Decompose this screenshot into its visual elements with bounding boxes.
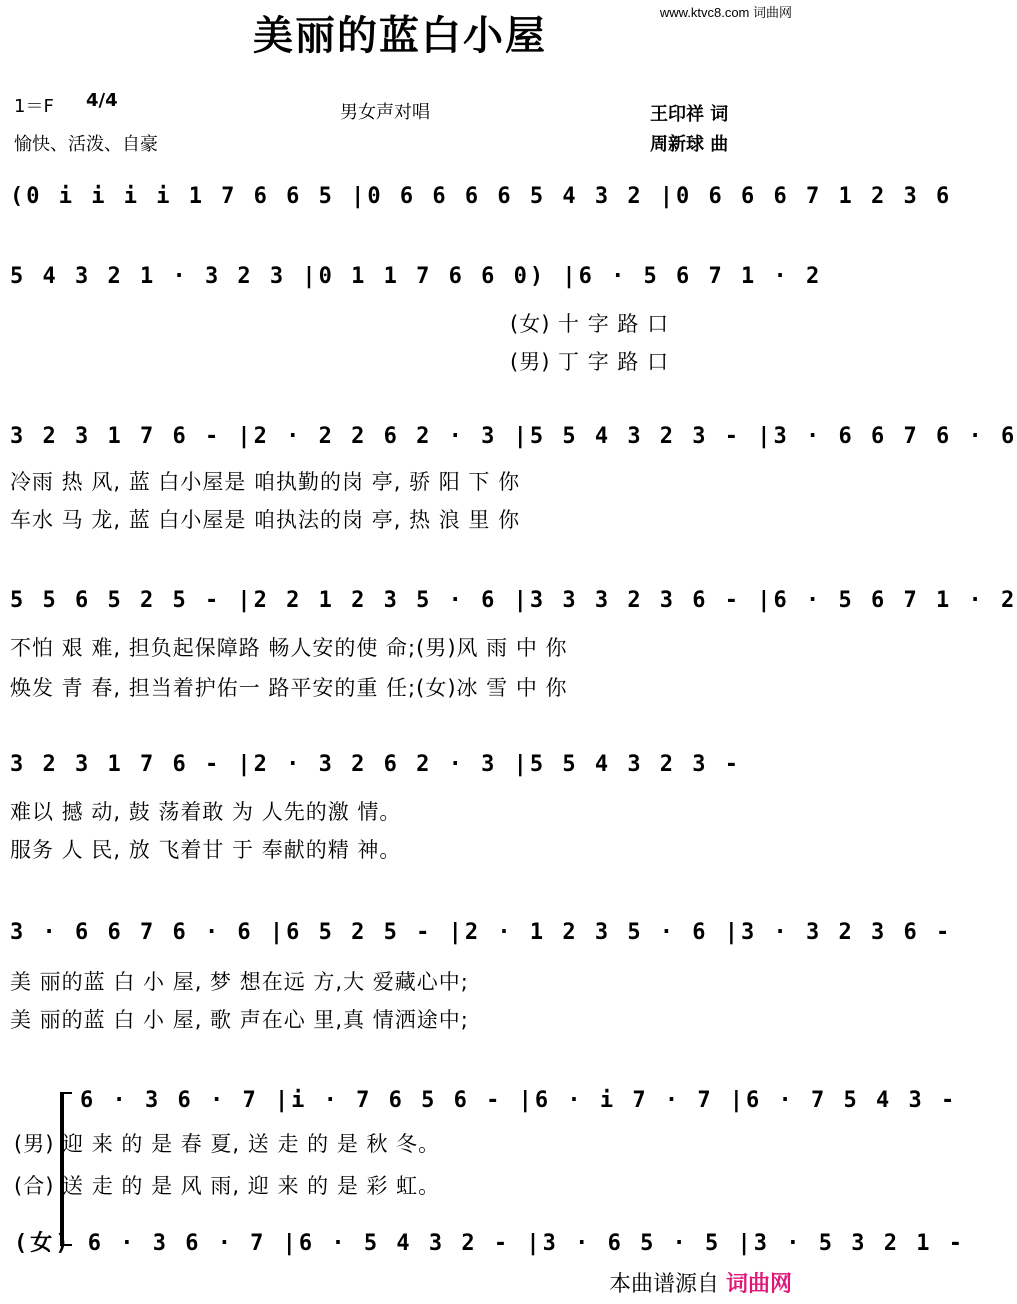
- notation-line: 5 4 3 2 1 · 3 2 3 |0 1 1 7 6 6 0) |6 · 5 6 7 1 · 2: [10, 264, 823, 289]
- source-credit: [609, 1267, 792, 1298]
- notation-line: 3 2 3 1 7 6 - |2 · 3 2 6 2 · 3 |5 5 4 3 2 3 -: [10, 752, 742, 777]
- lyric-line: 车水 马 龙, 蓝 白小屋是 咱执法的岗 亭, 热 浪 里 你: [10, 508, 521, 532]
- lyric-line: 美 丽的蓝 白 小 屋, 歌 声在心 里,真 情洒途中;: [10, 1008, 469, 1032]
- notation-line: (0 i i i i 1 7 6 6 5 |0 6 6 6 6 5 4 3 2 |0 6 6 6 7 1 2 3 6: [10, 184, 953, 209]
- lyricist-credit: 王印祥 词: [650, 104, 729, 125]
- lyric-line: 不怕 艰 难, 担负起保障路 畅人安的使 命;(男)风 雨 中 你: [10, 636, 568, 660]
- lyric-line: (男) 丁 字 路 口: [510, 350, 670, 374]
- source-prefix: 本曲谱源自: [608, 1272, 719, 1297]
- notation-line: (女) 6 · 3 6 · 7 |6 · 5 4 3 2 - |3 · 6 5 · 5 |3 · 5 3 2 1 -: [14, 1231, 965, 1256]
- notation-line: 3 · 6 6 7 6 · 6 |6 5 2 5 - |2 · 1 2 3 5 · 6 |3 · 3 2 3 6 -: [10, 920, 953, 945]
- composer-credit: 周新球 曲: [650, 134, 729, 155]
- notation-line: 5 5 6 5 2 5 - |2 2 1 2 3 5 · 6 |3 3 3 2 3 6 - |6 · 5 6 7 1 · 2: [10, 588, 1017, 613]
- lyric-line: (女) 十 字 路 口: [510, 312, 670, 336]
- page-title: 美丽的蓝白小屋: [253, 13, 547, 59]
- time-signature: 4/4: [86, 90, 118, 111]
- key-signature: 1＝F: [14, 96, 54, 117]
- lyric-line: (男) 迎 来 的 是 春 夏, 送 走 的 是 秋 冬。: [14, 1132, 441, 1156]
- lyric-line: (合) 送 走 的 是 风 雨, 迎 来 的 是 彩 虹。: [14, 1174, 441, 1198]
- part-brace: [60, 1092, 72, 1246]
- lyric-line: 焕发 青 春, 担当着护佑一 路平安的重 任;(女)冰 雪 中 你: [10, 676, 568, 700]
- lyric-line: 美 丽的蓝 白 小 屋, 梦 想在远 方,大 爱藏心中;: [10, 970, 469, 994]
- source-site[interactable]: 词曲网: [725, 1272, 792, 1297]
- tempo-marking: 愉快、活泼、自豪: [14, 134, 158, 155]
- lyric-line: 服务 人 民, 放 飞着甘 于 奉献的精 神。: [10, 838, 402, 862]
- site-watermark: www.ktvc8.com 词曲网: [659, 5, 792, 20]
- notation-line: 3 2 3 1 7 6 - |2 · 2 2 6 2 · 3 |5 5 4 3 2 3 - |3 · 6 6 7 6 · 6: [10, 424, 1017, 449]
- lyric-line: 冷雨 热 风, 蓝 白小屋是 咱执勤的岗 亭, 骄 阳 下 你: [10, 470, 521, 494]
- lyric-line: 难以 撼 动, 鼓 荡着敢 为 人先的激 情。: [10, 800, 402, 824]
- notation-line: 6 · 3 6 · 7 |i · 7 6 5 6 - |6 · i 7 · 7 |6 · 7 5 4 3 -: [80, 1088, 958, 1113]
- performance-note: 男女声对唱: [340, 102, 430, 123]
